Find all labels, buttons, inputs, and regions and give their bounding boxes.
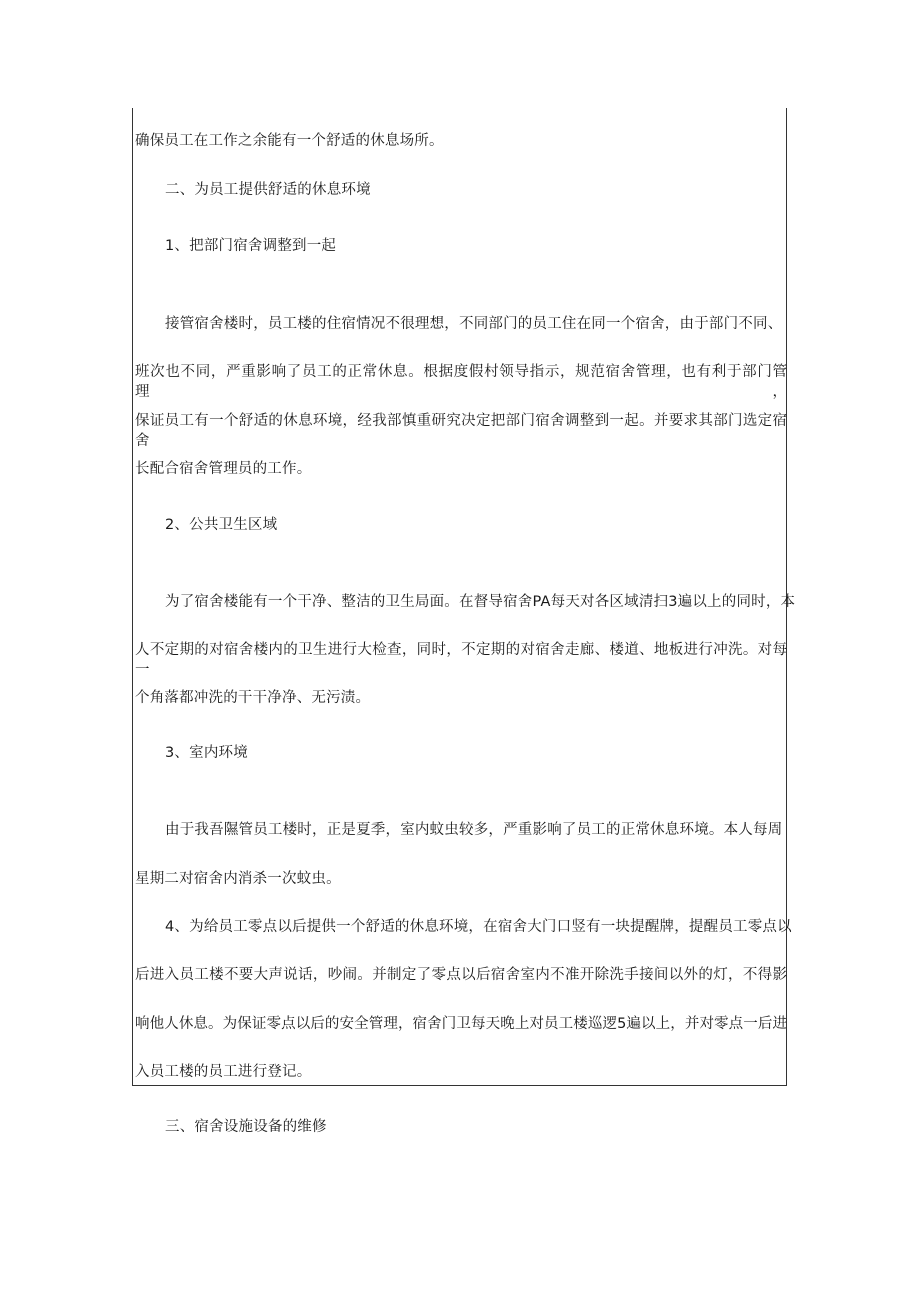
paragraph-line: 由于我吾隰管员工楼时，正是夏季，室内蚊虫较多，严重影响了员工的正常休息环境。本人每周 bbox=[165, 822, 783, 838]
text-line: 确保员工在工作之余能有一个舒适的休息场所。 bbox=[135, 133, 444, 149]
paragraph-line: 为了宿舍楼能有一个干净、整洁的卫生局面。在督导宿舍PA每天对各区域清扫3遍以上的同时，本 bbox=[165, 594, 796, 610]
subsection-heading: 2、公共卫生区域 bbox=[165, 517, 278, 533]
paragraph-line: 个角落都冲洗的干干净净、无污渍。 bbox=[135, 690, 371, 706]
subsection-heading: 3、室内环境 bbox=[165, 745, 248, 761]
paragraph-line: 星期二对宿舍内消杀一次蚊虫。 bbox=[135, 871, 341, 887]
paragraph-line: 响他人休息。为保证零点以后的安全管理，宿舍门卫每天晚上对员工楼巡逻5遍以上，并对零点一后进 bbox=[135, 1016, 787, 1032]
paragraph-line: 长配合宿舍管理员的工作。 bbox=[135, 461, 312, 477]
paragraph-line: 后进入员工楼不要大声说话，吵闹。并制定了零点以后宿舍室内不准开除洗手接间以外的灯，不得影 bbox=[135, 967, 787, 983]
paragraph-line: 入员工楼的员工进行登记。 bbox=[135, 1064, 312, 1080]
section-heading: 二、为员工提供舒适的休息环境 bbox=[165, 182, 371, 198]
paragraph-line: 保证员工有一个舒适的休息环境，经我部慎重研究决定把部门宿舍调整到一起。并要求其部门选定宿舍 bbox=[135, 413, 787, 449]
paragraph-line: 接管宿舍楼时，员工楼的住宿情况不很理想，不同部门的员工住在同一个宿舍，由于部门不同、 bbox=[165, 316, 783, 332]
paragraph-line: 班次也不同，严重影响了员工的正常休息。根据度假村领导指示，规范宿舍管理，也有利于部门管理， bbox=[135, 364, 787, 400]
paragraph-line: 4、为给员工零点以后提供一个舒适的休息环境，在宿舍大门口竖有一块提醒牌，提醒员工零点以 bbox=[165, 919, 792, 935]
paragraph-line: 人不定期的对宿舍楼内的卫生进行大检查，同时，不定期的对宿舍走廊、楼道、地板进行冲洗。对每一 bbox=[135, 642, 787, 678]
section-heading: 三、宿舍设施设备的维修 bbox=[165, 1119, 327, 1135]
subsection-heading: 1、把部门宿舍调整到一起 bbox=[165, 238, 337, 254]
